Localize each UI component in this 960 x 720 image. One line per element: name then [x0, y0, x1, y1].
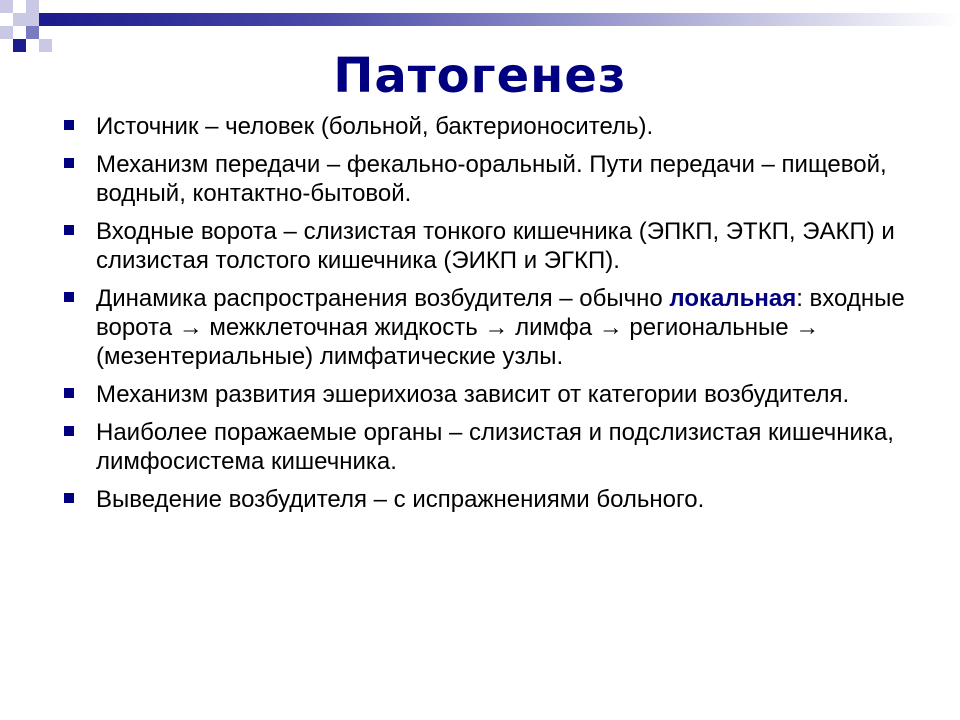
- decor-square: [0, 26, 13, 39]
- square-bullet-icon: [64, 120, 74, 130]
- decor-square: [26, 0, 39, 13]
- bullet-item: [62, 485, 912, 514]
- decor-square: [26, 26, 39, 39]
- square-bullet-icon: [64, 493, 74, 503]
- square-bullet-icon: [64, 426, 74, 436]
- bullet-list: [62, 112, 912, 523]
- highlighted-term: локальная: [669, 285, 797, 312]
- bullet-item: [62, 112, 912, 141]
- bullet-text-after: : входные ворота → межклеточная жидкость → лимфа → региональные → (мезентериальные) лимфатические узлы.: [96, 285, 905, 370]
- bullet-text: Входные ворота – слизистая тонкого кишечника (ЭПКП, ЭТКП, ЭАКП) и слизистая толстого кишечника (ЭИКП и ЭГКП).: [96, 218, 895, 274]
- bullet-text: [96, 285, 905, 370]
- bullet-text: Выведение возбудителя – с испражнениями больного.: [96, 486, 705, 513]
- bullet-item: [62, 284, 912, 371]
- square-bullet-icon: [64, 292, 74, 302]
- bullet-text: Механизм передачи – фекально-оральный. Пути передачи – пищевой, водный, контактно-бытовой.: [96, 151, 887, 207]
- bullet-text: Наиболее поражаемые органы – слизистая и подслизистая кишечника, лимфосистема кишечника.: [96, 419, 894, 475]
- bullet-text-before: Динамика распространения возбудителя – обычно: [96, 285, 670, 312]
- gradient-bar: [50, 13, 960, 26]
- bullet-item: [62, 380, 912, 409]
- bullet-item: [62, 217, 912, 275]
- square-bullet-icon: [64, 225, 74, 235]
- square-bullet-icon: [64, 158, 74, 168]
- decor-square: [0, 0, 13, 13]
- square-bullet-icon: [64, 388, 74, 398]
- bullet-item: [62, 418, 912, 476]
- bullet-text: Механизм развития эшерихиоза зависит от категории возбудителя.: [96, 381, 850, 408]
- bullet-text: Источник – человек (больной, бактерионоситель).: [96, 113, 654, 140]
- slide-title: Патогенез: [333, 48, 627, 104]
- bullet-item: [62, 150, 912, 208]
- decor-square: [13, 13, 39, 26]
